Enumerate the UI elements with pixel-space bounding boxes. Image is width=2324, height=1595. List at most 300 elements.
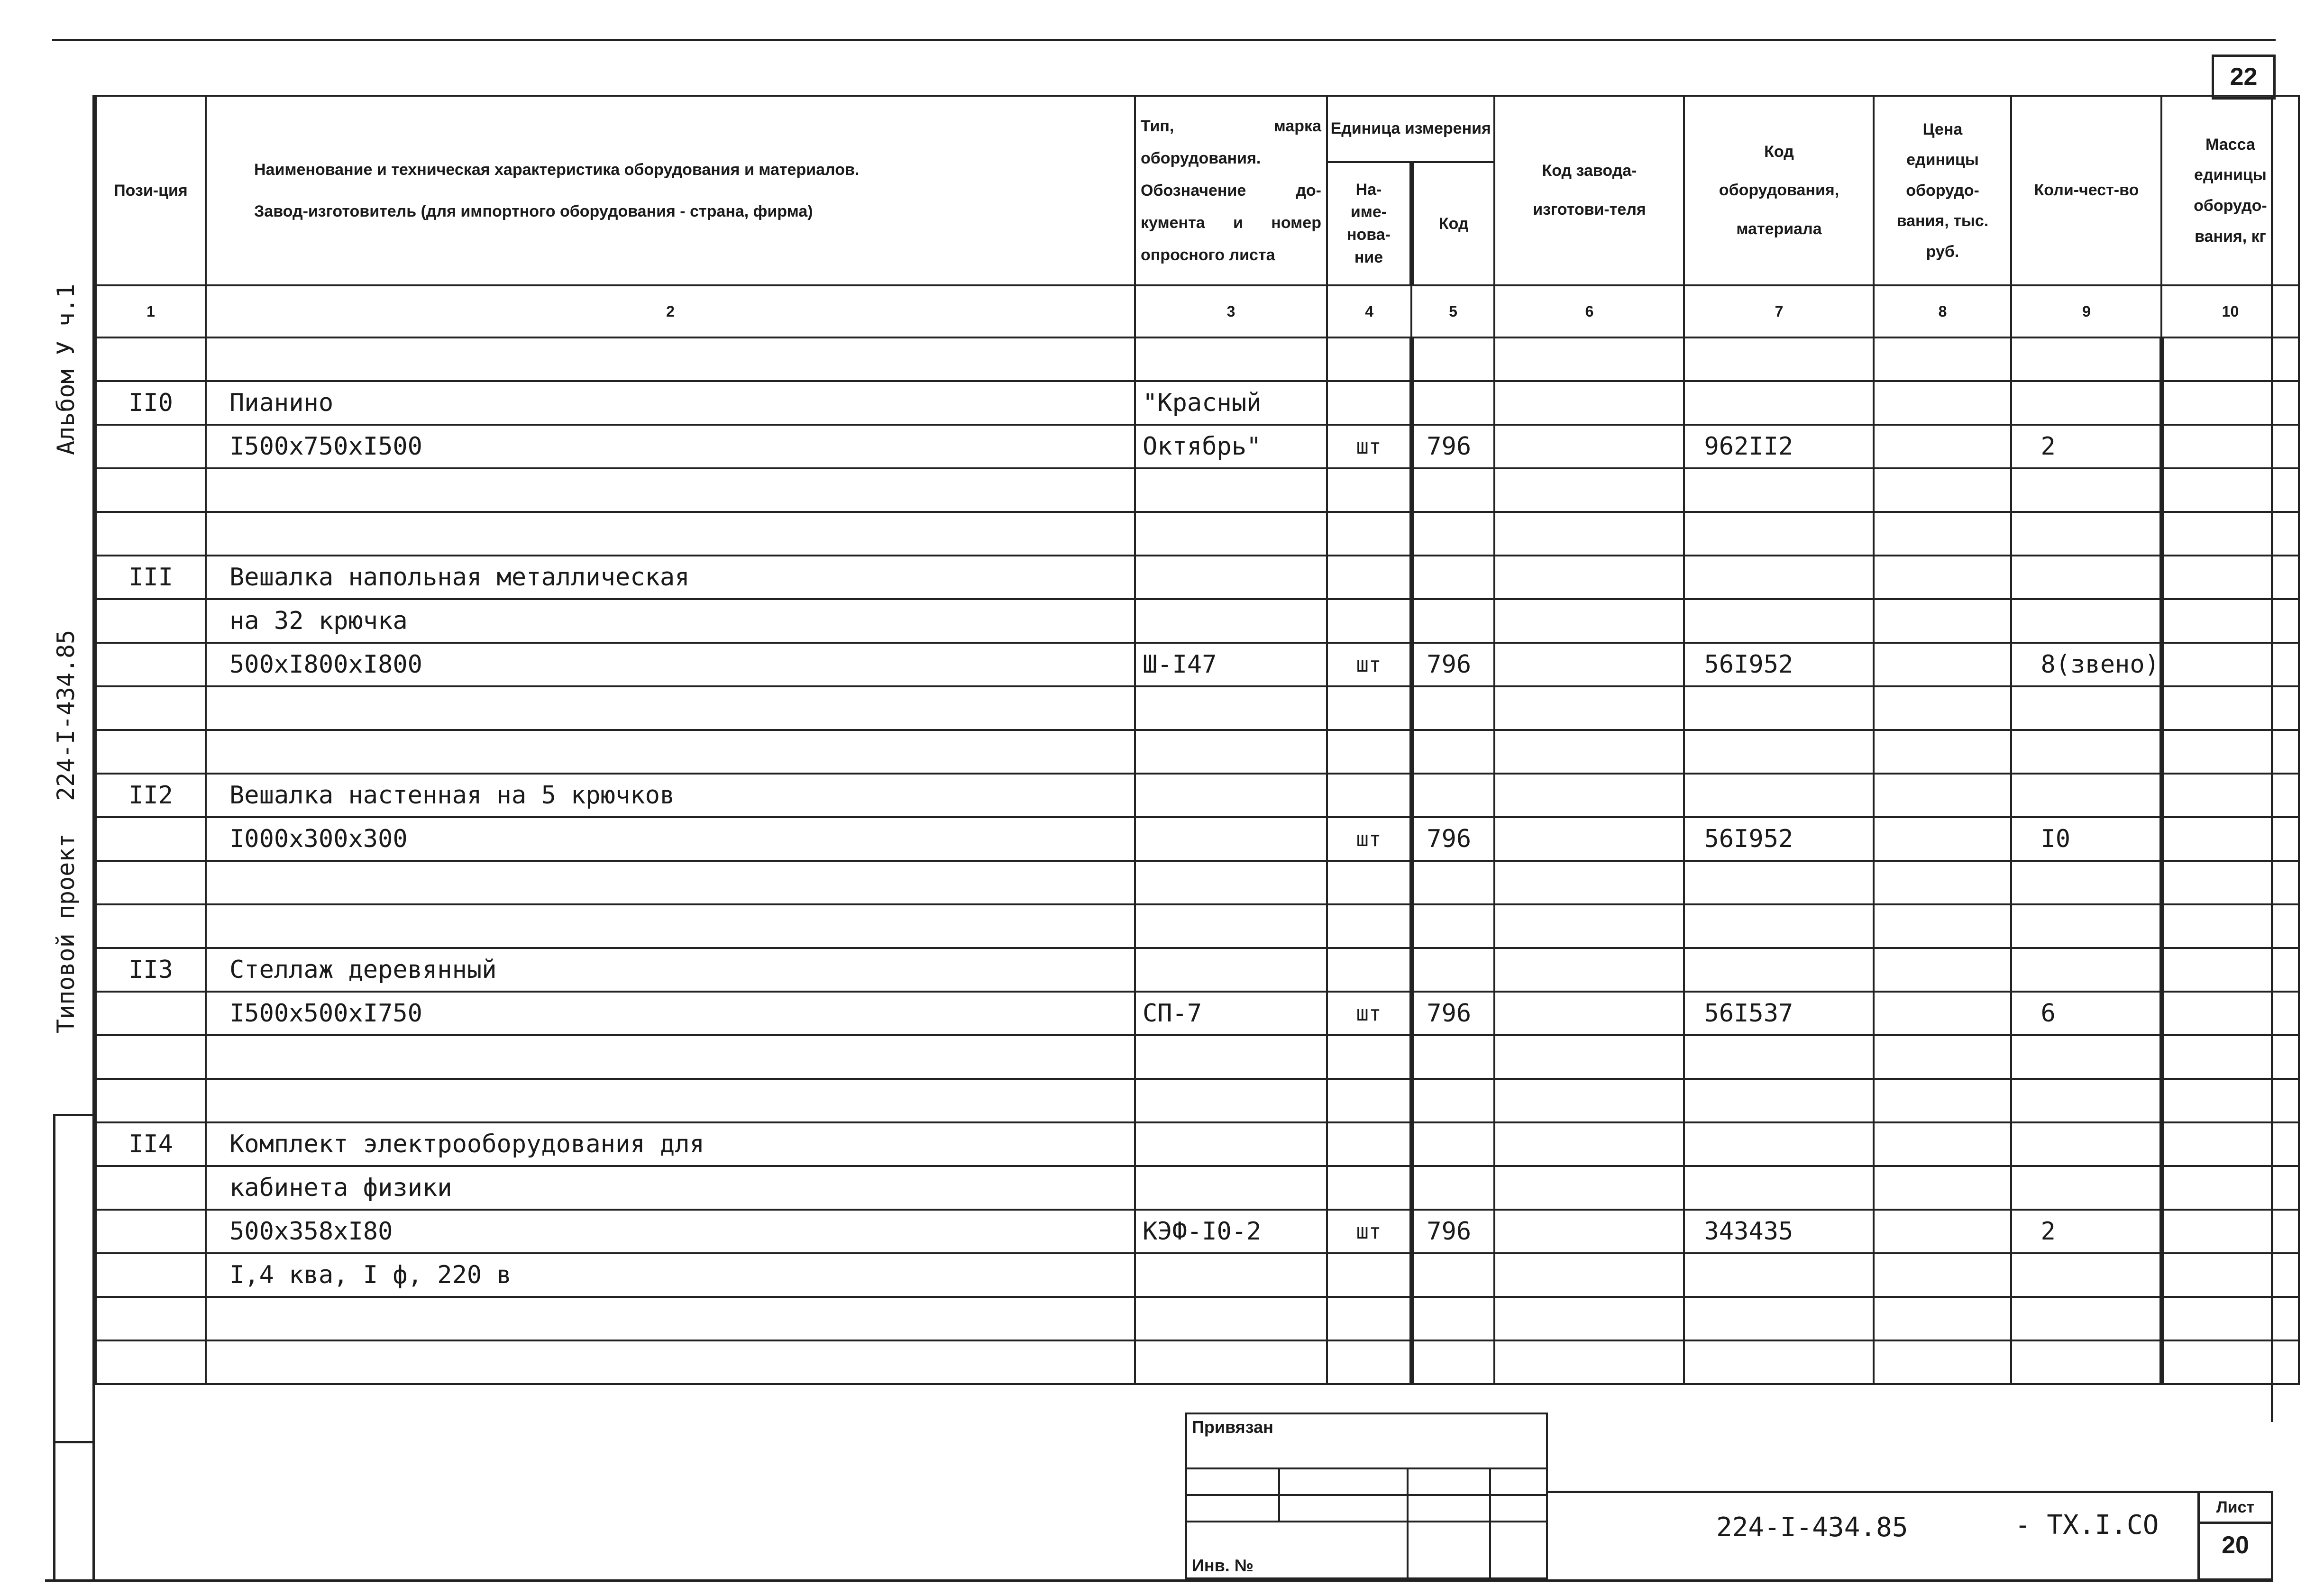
name-cell: [206, 337, 1135, 381]
header-name: [206, 96, 1135, 285]
equipment-code-cell: [1684, 381, 1874, 425]
col-number-2: 2: [206, 285, 1135, 337]
header-quantity: Коли-чест-во: [2011, 96, 2161, 285]
manufacturer-code-cell: [1494, 1210, 1684, 1253]
equipment-code-cell: [1684, 730, 1874, 774]
inv-cell: [1185, 1521, 1409, 1579]
price-cell: [1874, 512, 2011, 556]
stamp-cell-6: [1278, 1494, 1409, 1522]
manufacturer-code-cell: [1494, 992, 1684, 1035]
price-cell: [1874, 1253, 2011, 1297]
mass-cell: [2161, 904, 2299, 948]
table-row: [96, 512, 2299, 556]
manufacturer-code-cell: [1494, 686, 1684, 730]
quantity-cell: [2011, 948, 2161, 992]
stamp-cell-2: [1278, 1467, 1409, 1496]
bound-stamp-header: [1185, 1413, 1548, 1469]
quantity-cell: [2011, 556, 2161, 599]
stamp-cell-9: [1407, 1521, 1491, 1579]
type-cell: Ш-I47: [1135, 643, 1327, 686]
col-number-7: 7: [1684, 285, 1874, 337]
table-row: [96, 556, 2299, 599]
quantity-cell: [2011, 686, 2161, 730]
equipment-code-cell: [1684, 337, 1874, 381]
top-border-line: [52, 39, 2276, 41]
manufacturer-code-cell: [1494, 381, 1684, 425]
col-number-6: 6: [1494, 285, 1684, 337]
manufacturer-code-cell: [1494, 904, 1684, 948]
name-cell: [206, 904, 1135, 948]
table-row: [96, 1079, 2299, 1122]
unit-name-cell: шт: [1327, 1210, 1411, 1253]
manufacturer-code-cell: [1494, 1297, 1684, 1340]
equipment-code-cell: [1684, 468, 1874, 512]
unit-name-cell: [1327, 904, 1411, 948]
name-cell: кабинета физики: [206, 1166, 1135, 1210]
unit-name-cell: [1327, 1253, 1411, 1297]
unit-name-cell: [1327, 512, 1411, 556]
header-position: Пози-ция: [96, 96, 206, 285]
table-row: [96, 904, 2299, 948]
unit-code-cell: [1411, 948, 1494, 992]
table-row: [96, 599, 2299, 643]
quantity-cell: [2011, 337, 2161, 381]
mass-cell: [2161, 1079, 2299, 1122]
price-cell: [1874, 730, 2011, 774]
manufacturer-code-cell: [1494, 425, 1684, 468]
quantity-cell: [2011, 730, 2161, 774]
unit-name-cell: [1327, 556, 1411, 599]
table-row: [96, 1253, 2299, 1297]
table-row: [96, 1035, 2299, 1079]
unit-name-cell: [1327, 861, 1411, 904]
position-cell: II3: [96, 948, 206, 992]
name-cell: [206, 1297, 1135, 1340]
type-cell: [1135, 512, 1327, 556]
manufacturer-code-cell: [1494, 1340, 1684, 1384]
unit-code-cell: [1411, 1253, 1494, 1297]
position-cell: [96, 643, 206, 686]
position-cell: [96, 686, 206, 730]
unit-code-cell: [1411, 774, 1494, 817]
quantity-cell: [2011, 904, 2161, 948]
type-cell: [1135, 1079, 1327, 1122]
document-suffix: - ТХ.I.СО: [2015, 1510, 2159, 1540]
unit-code-cell: [1411, 1297, 1494, 1340]
type-cell: [1135, 1035, 1327, 1079]
sheet-top-box: [2212, 55, 2276, 100]
album-label: Альбом У ч.1: [52, 283, 80, 455]
price-cell: [1874, 1166, 2011, 1210]
position-cell: II0: [96, 381, 206, 425]
unit-code-cell: 796: [1411, 643, 1494, 686]
project-code-label: 224-I-434.85: [52, 629, 80, 801]
quantity-cell: [2011, 1297, 2161, 1340]
equipment-code-cell: [1684, 686, 1874, 730]
position-cell: [96, 1253, 206, 1297]
type-cell: [1135, 774, 1327, 817]
position-cell: [96, 904, 206, 948]
table-row: [96, 861, 2299, 904]
manufacturer-code-cell: [1494, 1253, 1684, 1297]
price-cell: [1874, 1210, 2011, 1253]
price-cell: [1874, 425, 2011, 468]
unit-name-cell: [1327, 599, 1411, 643]
mass-cell: [2161, 1340, 2299, 1384]
equipment-code-cell: [1684, 599, 1874, 643]
manufacturer-code-cell: [1494, 948, 1684, 992]
unit-code-cell: [1411, 1035, 1494, 1079]
position-cell: [96, 861, 206, 904]
unit-name-cell: [1327, 1297, 1411, 1340]
table-row: [96, 1166, 2299, 1210]
mass-cell: [2161, 686, 2299, 730]
price-cell: [1874, 1297, 2011, 1340]
unit-code-cell: [1411, 468, 1494, 512]
sheet-label: Лист: [2200, 1493, 2271, 1524]
col-number-4: 4: [1327, 285, 1411, 337]
mass-cell: [2161, 861, 2299, 904]
price-cell: [1874, 774, 2011, 817]
price-cell: [1874, 861, 2011, 904]
equipment-code-cell: [1684, 1079, 1874, 1122]
quantity-cell: [2011, 1035, 2161, 1079]
mass-cell: [2161, 1297, 2299, 1340]
stamp-cell-3: [1407, 1467, 1491, 1496]
table-row: [96, 643, 2299, 686]
table-row: [96, 381, 2299, 425]
table-row: [96, 992, 2299, 1035]
quantity-cell: [2011, 512, 2161, 556]
position-cell: [96, 337, 206, 381]
type-cell: Октябрь": [1135, 425, 1327, 468]
manufacturer-code-cell: [1494, 468, 1684, 512]
quantity-cell: [2011, 861, 2161, 904]
type-cell: "Красный: [1135, 381, 1327, 425]
unit-name-cell: [1327, 730, 1411, 774]
mass-cell: [2161, 381, 2299, 425]
price-cell: [1874, 1079, 2011, 1122]
name-cell: 500x358xI80: [206, 1210, 1135, 1253]
inv-label: Инв. №: [1192, 1556, 1253, 1575]
position-cell: [96, 1079, 206, 1122]
header-name-line1: Наименование и техническая характеристика оборудования и материалов.: [254, 160, 860, 179]
price-cell: [1874, 948, 2011, 992]
mass-cell: [2161, 425, 2299, 468]
unit-code-cell: 796: [1411, 992, 1494, 1035]
quantity-cell: [2011, 1253, 2161, 1297]
equipment-code-cell: 56I952: [1684, 643, 1874, 686]
name-cell: [206, 730, 1135, 774]
quantity-cell: [2011, 1079, 2161, 1122]
mass-cell: [2161, 1166, 2299, 1210]
quantity-cell: [2011, 1122, 2161, 1166]
unit-code-cell: 796: [1411, 817, 1494, 861]
table-row: [96, 1122, 2299, 1166]
equipment-code-cell: [1684, 1122, 1874, 1166]
price-cell: [1874, 556, 2011, 599]
position-cell: [96, 1035, 206, 1079]
quantity-cell: [2011, 468, 2161, 512]
stamp-cell-1: [1185, 1467, 1280, 1496]
col-number-1: 1: [96, 285, 206, 337]
unit-code-cell: [1411, 861, 1494, 904]
unit-name-cell: [1327, 1166, 1411, 1210]
unit-code-cell: [1411, 512, 1494, 556]
header-unit-group: Единица измерения: [1327, 96, 1494, 162]
type-cell: [1135, 1253, 1327, 1297]
price-cell: [1874, 817, 2011, 861]
mass-cell: [2161, 643, 2299, 686]
quantity-cell: I0: [2011, 817, 2161, 861]
header-unit-code: Код: [1411, 162, 1494, 285]
manufacturer-code-cell: [1494, 774, 1684, 817]
name-cell: Вешалка настенная на 5 крючков: [206, 774, 1135, 817]
manufacturer-code-cell: [1494, 817, 1684, 861]
manufacturer-code-cell: [1494, 599, 1684, 643]
price-cell: [1874, 1340, 2011, 1384]
unit-code-cell: [1411, 1122, 1494, 1166]
position-cell: [96, 468, 206, 512]
unit-name-cell: [1327, 1079, 1411, 1122]
unit-name-cell: [1327, 1122, 1411, 1166]
sheet-number: 20: [2222, 1531, 2249, 1559]
table-row: [96, 774, 2299, 817]
sheet-number-box: [2197, 1491, 2273, 1581]
mass-cell: [2161, 468, 2299, 512]
type-cell: КЭФ-I0-2: [1135, 1210, 1327, 1253]
unit-code-cell: [1411, 730, 1494, 774]
stamp-cell-7: [1407, 1494, 1491, 1522]
unit-name-cell: [1327, 468, 1411, 512]
title-block-top-line: [1548, 1491, 2273, 1493]
name-cell: I000x300x300: [206, 817, 1135, 861]
unit-code-cell: [1411, 1166, 1494, 1210]
name-cell: [206, 861, 1135, 904]
type-cell: [1135, 1340, 1327, 1384]
header-mass: Масса единицы оборудо-вания, кг: [2161, 96, 2299, 285]
manufacturer-code-cell: [1494, 1079, 1684, 1122]
position-cell: [96, 1166, 206, 1210]
table-row: [96, 948, 2299, 992]
type-cell: [1135, 730, 1327, 774]
position-cell: [96, 425, 206, 468]
unit-code-cell: [1411, 1079, 1494, 1122]
type-cell: [1135, 817, 1327, 861]
position-cell: II2: [96, 774, 206, 817]
specification-table: [95, 95, 2300, 1385]
quantity-cell: 6: [2011, 992, 2161, 1035]
name-cell: Комплект электрооборудования для: [206, 1122, 1135, 1166]
equipment-code-cell: [1684, 556, 1874, 599]
sheet-top-number: 22: [2230, 63, 2258, 91]
unit-code-cell: [1411, 556, 1494, 599]
mass-cell: [2161, 1035, 2299, 1079]
stamp-cell-5: [1185, 1494, 1280, 1522]
price-cell: [1874, 1035, 2011, 1079]
name-cell: 500xI800xI800: [206, 643, 1135, 686]
unit-code-cell: [1411, 904, 1494, 948]
col-number-8: 8: [1874, 285, 2011, 337]
mass-cell: [2161, 730, 2299, 774]
col-number-3: 3: [1135, 285, 1327, 337]
table-row: [96, 468, 2299, 512]
table-row: [96, 1210, 2299, 1253]
type-cell: [1135, 556, 1327, 599]
mass-cell: [2161, 599, 2299, 643]
type-cell: [1135, 337, 1327, 381]
col-number-5: 5: [1411, 285, 1494, 337]
name-cell: [206, 1035, 1135, 1079]
quantity-cell: [2011, 774, 2161, 817]
name-cell: I500x750xI500: [206, 425, 1135, 468]
unit-code-cell: [1411, 337, 1494, 381]
name-cell: I500x500xI750: [206, 992, 1135, 1035]
mass-cell: [2161, 337, 2299, 381]
name-cell: [206, 512, 1135, 556]
typical-project-label: Типовой проект: [52, 833, 80, 1033]
position-cell: [96, 730, 206, 774]
unit-name-cell: [1327, 337, 1411, 381]
position-cell: III: [96, 556, 206, 599]
stamp-cell-8: [1489, 1494, 1548, 1522]
price-cell: [1874, 337, 2011, 381]
manufacturer-code-cell: [1494, 1035, 1684, 1079]
mass-cell: [2161, 1210, 2299, 1253]
quantity-cell: [2011, 381, 2161, 425]
unit-name-cell: шт: [1327, 817, 1411, 861]
unit-name-cell: [1327, 381, 1411, 425]
header-equipment-code: Код оборудования, материала: [1684, 96, 1874, 285]
header-price: Цена единицы оборудо-вания, тыс. руб.: [1874, 96, 2011, 285]
type-cell: [1135, 1122, 1327, 1166]
quantity-cell: [2011, 1166, 2161, 1210]
stamp-cell-10: [1489, 1521, 1548, 1579]
table-body: [96, 337, 2299, 1384]
price-cell: [1874, 599, 2011, 643]
table-row: [96, 425, 2299, 468]
table-row: [96, 337, 2299, 381]
price-cell: [1874, 992, 2011, 1035]
table-row: [96, 1340, 2299, 1384]
name-cell: Пианино: [206, 381, 1135, 425]
price-cell: [1874, 1122, 2011, 1166]
unit-name-cell: [1327, 774, 1411, 817]
type-cell: [1135, 599, 1327, 643]
document-code: 224-I-434.85: [1716, 1512, 1908, 1543]
position-cell: [96, 1210, 206, 1253]
type-cell: [1135, 1297, 1327, 1340]
mass-cell: [2161, 1253, 2299, 1297]
manufacturer-code-cell: [1494, 556, 1684, 599]
mass-cell: [2161, 817, 2299, 861]
type-cell: [1135, 904, 1327, 948]
table-row: [96, 730, 2299, 774]
name-cell: [206, 686, 1135, 730]
col-number-9: 9: [2011, 285, 2161, 337]
name-cell: Вешалка напольная металлическая: [206, 556, 1135, 599]
equipment-code-cell: [1684, 1340, 1874, 1384]
manufacturer-code-cell: [1494, 337, 1684, 381]
unit-code-cell: [1411, 1340, 1494, 1384]
name-cell: Стеллаж деревянный: [206, 948, 1135, 992]
price-cell: [1874, 468, 2011, 512]
type-cell: [1135, 948, 1327, 992]
mass-cell: [2161, 556, 2299, 599]
mass-cell: [2161, 512, 2299, 556]
type-cell: [1135, 861, 1327, 904]
mass-cell: [2161, 1122, 2299, 1166]
manufacturer-code-cell: [1494, 730, 1684, 774]
mass-cell: [2161, 774, 2299, 817]
quantity-cell: [2011, 1340, 2161, 1384]
equipment-code-cell: 962II2: [1684, 425, 1874, 468]
equipment-code-cell: [1684, 774, 1874, 817]
unit-name-cell: [1327, 686, 1411, 730]
name-cell: [206, 468, 1135, 512]
manufacturer-code-cell: [1494, 1166, 1684, 1210]
type-cell: [1135, 686, 1327, 730]
equipment-code-cell: [1684, 1166, 1874, 1210]
unit-code-cell: 796: [1411, 1210, 1494, 1253]
equipment-code-cell: [1684, 512, 1874, 556]
unit-name-cell: [1327, 1035, 1411, 1079]
position-cell: [96, 992, 206, 1035]
equipment-code-cell: [1684, 904, 1874, 948]
table-row: [96, 686, 2299, 730]
stamp-cell-4: [1489, 1467, 1548, 1496]
unit-code-cell: 796: [1411, 425, 1494, 468]
equipment-code-cell: 343435: [1684, 1210, 1874, 1253]
position-cell: II4: [96, 1122, 206, 1166]
unit-name-cell: шт: [1327, 643, 1411, 686]
mass-cell: [2161, 948, 2299, 992]
name-cell: [206, 1340, 1135, 1384]
unit-name-cell: [1327, 1340, 1411, 1384]
equipment-code-cell: [1684, 1035, 1874, 1079]
table-row: [96, 1297, 2299, 1340]
manufacturer-code-cell: [1494, 643, 1684, 686]
binding-strip: [53, 1114, 95, 1581]
header-name-line2: Завод-изготовитель (для импортного оборудования - страна, фирма): [254, 202, 813, 220]
unit-code-cell: [1411, 686, 1494, 730]
quantity-cell: 2: [2011, 1210, 2161, 1253]
name-cell: [206, 1079, 1135, 1122]
unit-code-cell: [1411, 599, 1494, 643]
price-cell: [1874, 686, 2011, 730]
table-row: [96, 817, 2299, 861]
header-unit-name: На-име-нова-ние: [1327, 162, 1411, 285]
quantity-cell: 2: [2011, 425, 2161, 468]
position-cell: [96, 1340, 206, 1384]
price-cell: [1874, 904, 2011, 948]
equipment-code-cell: [1684, 1253, 1874, 1297]
quantity-cell: [2011, 599, 2161, 643]
unit-name-cell: шт: [1327, 425, 1411, 468]
position-cell: [96, 512, 206, 556]
bound-label: Привязан: [1192, 1417, 1273, 1437]
equipment-code-cell: [1684, 948, 1874, 992]
type-cell: [1135, 1166, 1327, 1210]
name-cell: на 32 крючка: [206, 599, 1135, 643]
position-cell: [96, 1297, 206, 1340]
equipment-code-cell: [1684, 861, 1874, 904]
name-cell: I,4 ква, I ф, 220 в: [206, 1253, 1135, 1297]
equipment-code-cell: [1684, 1297, 1874, 1340]
col-number-10: 10: [2161, 285, 2299, 337]
position-cell: [96, 817, 206, 861]
manufacturer-code-cell: [1494, 861, 1684, 904]
